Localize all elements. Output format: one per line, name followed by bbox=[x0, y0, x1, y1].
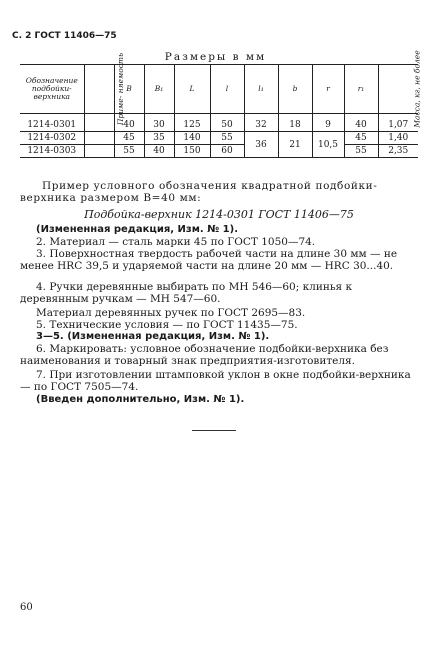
cell-B: 45 bbox=[114, 132, 144, 145]
cell-L: 125 bbox=[174, 114, 210, 132]
cell-B1: 40 bbox=[144, 145, 174, 158]
paragraph-marking: 6. Маркировать: условное обозначение подбойки-верхника без наименования и товарный знак предприятия-изготовителя. bbox=[20, 343, 389, 367]
header-r1: r₁ bbox=[344, 65, 378, 114]
cell-L: 140 bbox=[174, 132, 210, 145]
cell-l1: 32 bbox=[244, 114, 278, 132]
cell-code: 1214-0302 bbox=[20, 132, 84, 145]
header-B1: B₁ bbox=[144, 65, 174, 114]
cell-mass: 2,35 bbox=[378, 145, 418, 158]
paragraph-handle-material: Материал деревянных ручек по ГОСТ 2695—83. bbox=[36, 307, 306, 319]
cell-l: 55 bbox=[210, 132, 244, 145]
cell-l: 60 bbox=[210, 145, 244, 158]
example-paragraph: Пример условного обозначения квадратной подбойки-верхника размером B=40 мм: bbox=[20, 180, 378, 204]
amendment-note: (Измененная редакция, Изм. № 1). bbox=[36, 224, 239, 235]
cell-code: 1214-0301 bbox=[20, 114, 84, 132]
table-row bbox=[20, 114, 418, 132]
header-l: l bbox=[210, 65, 244, 114]
cell-r1: 55 bbox=[344, 145, 378, 158]
cell-mass: 1,40 bbox=[378, 132, 418, 145]
cell-r: 10,5 bbox=[312, 132, 344, 158]
table-row bbox=[20, 145, 418, 158]
cell-mass: 1,07 bbox=[378, 114, 418, 132]
paragraph-handles: 4. Ручки деревянные выбирать по МН 546—60; клинья к деревянным ручкам — МН 547—60. bbox=[20, 281, 353, 305]
page-number: 60 bbox=[20, 602, 33, 613]
cell-r: 9 bbox=[312, 114, 344, 132]
header-mass: Масса, кг, не более bbox=[378, 65, 418, 114]
cell-r1: 45 bbox=[344, 132, 378, 145]
page-header: С. 2 ГОСТ 11406—75 bbox=[12, 31, 117, 41]
cell-B1: 30 bbox=[144, 114, 174, 132]
header-L: L bbox=[174, 65, 210, 114]
amendment-note: 3—5. (Измененная редакция, Изм. № 1). bbox=[36, 331, 270, 342]
designation-example: Подбойка-верхник 1214-0301 ГОСТ 11406—75 bbox=[84, 208, 354, 221]
cell-applicability bbox=[84, 132, 114, 145]
amendment-note: (Введен дополнительно, Изм. № 1). bbox=[36, 394, 245, 405]
cell-b: 21 bbox=[278, 132, 312, 158]
cell-b: 18 bbox=[278, 114, 312, 132]
cell-applicability bbox=[84, 145, 114, 158]
cell-B1: 35 bbox=[144, 132, 174, 145]
header-designation: Обозначение подбойки-верхника bbox=[20, 65, 84, 114]
cell-code: 1214-0303 bbox=[20, 145, 84, 158]
table-header-row bbox=[20, 65, 418, 114]
cell-l1: 36 bbox=[244, 132, 278, 158]
cell-B: 40 bbox=[114, 114, 144, 132]
paragraph-tech-conditions: 5. Технические условия — по ГОСТ 11435—75. bbox=[36, 319, 298, 331]
paragraph-slope: 7. При изготовлении штамповкой уклон в окне подбойки-верхника — по ГОСТ 7505—74. bbox=[20, 369, 411, 393]
paragraph-material: 2. Материал — сталь марки 45 по ГОСТ 1050—74. bbox=[36, 236, 316, 248]
header-l1: l₁ bbox=[244, 65, 278, 114]
cell-L: 150 bbox=[174, 145, 210, 158]
header-b: b bbox=[278, 65, 312, 114]
header-B: B bbox=[114, 65, 144, 114]
paragraph-hardness: 3. Поверхностная твердость рабочей части на длине 30 мм — не менее HRC 39,5 и ударяемой части на длине 20 мм — HRC 30...40. bbox=[20, 248, 398, 272]
header-r: r bbox=[312, 65, 344, 114]
table-caption: Размеры в мм bbox=[164, 51, 267, 63]
header-applicability: Приме- няемость bbox=[84, 65, 114, 114]
divider bbox=[192, 430, 236, 431]
table-row bbox=[20, 132, 418, 145]
cell-r1: 40 bbox=[344, 114, 378, 132]
cell-applicability bbox=[84, 114, 114, 132]
cell-l: 50 bbox=[210, 114, 244, 132]
cell-B: 55 bbox=[114, 145, 144, 158]
